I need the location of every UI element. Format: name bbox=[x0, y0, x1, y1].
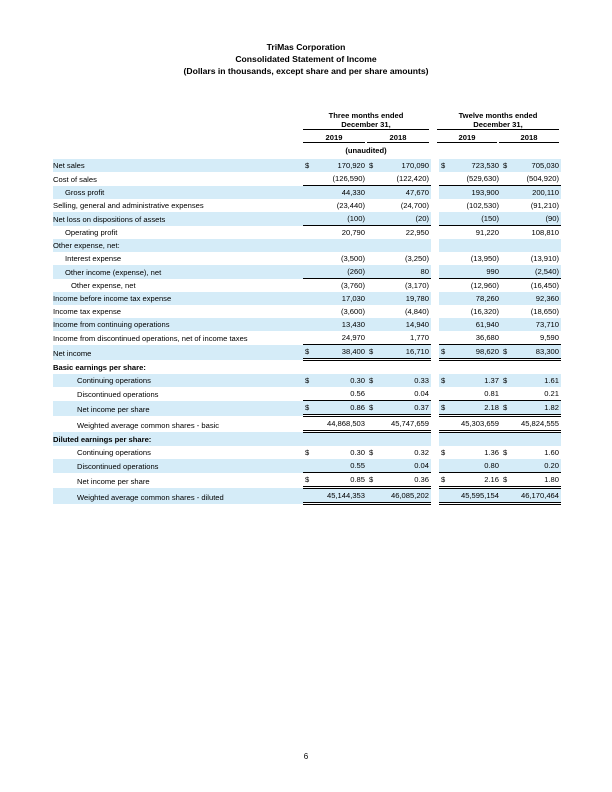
amount-cell: 36,680 bbox=[475, 333, 499, 342]
currency-symbol bbox=[501, 432, 513, 447]
row-label: Other income (expense), net bbox=[53, 265, 303, 279]
amount-cell bbox=[513, 239, 561, 252]
amount-cell: 705,030 bbox=[513, 159, 561, 172]
column-gap bbox=[431, 459, 439, 473]
amount-cell: 0.80 bbox=[451, 459, 501, 473]
currency-symbol bbox=[439, 199, 451, 212]
amount-cell: 0.30 bbox=[315, 374, 367, 387]
amount-cell: 1.36 bbox=[484, 448, 499, 457]
row-label: Income from discontinued operations, net of income taxes bbox=[53, 333, 248, 343]
amount-cell: (2,540) bbox=[513, 265, 561, 279]
row-label: Discontinued operations bbox=[77, 389, 159, 399]
column-gap bbox=[431, 345, 439, 360]
statement-title: Consolidated Statement of Income bbox=[235, 54, 377, 65]
statement-row bbox=[53, 186, 561, 200]
amount-cell bbox=[379, 432, 431, 447]
statement-row bbox=[53, 172, 561, 186]
currency-symbol: $ bbox=[439, 374, 451, 387]
currency-symbol bbox=[367, 387, 379, 401]
amount-cell: (4,840) bbox=[404, 307, 429, 316]
currency-symbol bbox=[501, 226, 513, 240]
currency-symbol bbox=[367, 459, 379, 473]
row-label: Income from continuing operations bbox=[53, 318, 303, 331]
currency-symbol bbox=[303, 252, 315, 265]
currency-symbol: $ bbox=[367, 159, 379, 172]
amount-cell: 45,747,659 bbox=[379, 416, 431, 432]
statement-row bbox=[53, 212, 561, 226]
currency-symbol bbox=[303, 172, 315, 186]
row-label: Selling, general and administrative expenses bbox=[53, 201, 204, 210]
amount-cell: 2.16 bbox=[451, 473, 501, 488]
column-gap bbox=[431, 488, 439, 504]
currency-symbol bbox=[367, 252, 379, 265]
currency-symbol bbox=[367, 239, 379, 252]
row-label: Net sales bbox=[53, 159, 303, 172]
currency-symbol bbox=[303, 265, 315, 279]
statement-row bbox=[53, 199, 561, 212]
statement-row bbox=[53, 305, 561, 318]
column-gap bbox=[431, 172, 439, 186]
currency-symbol bbox=[439, 172, 451, 186]
amount-cell: (90) bbox=[513, 212, 561, 226]
currency-symbol bbox=[367, 199, 379, 212]
currency-symbol bbox=[439, 186, 451, 200]
amount-cell: 24,970 bbox=[341, 333, 365, 342]
amount-cell: 0.81 bbox=[484, 389, 499, 398]
column-gap bbox=[431, 416, 439, 432]
currency-symbol: $ bbox=[303, 159, 315, 172]
currency-symbol bbox=[303, 416, 315, 432]
amount-cell: 45,303,659 bbox=[451, 416, 501, 432]
currency-symbol bbox=[439, 318, 451, 331]
column-gap bbox=[431, 360, 439, 375]
currency-symbol bbox=[367, 331, 379, 345]
amount-cell: 108,810 bbox=[513, 226, 561, 240]
amount-cell: 170,920 bbox=[315, 159, 367, 172]
amount-cell: 46,170,464 bbox=[513, 488, 561, 504]
row-label: Net income per share bbox=[53, 401, 303, 416]
currency-symbol bbox=[367, 226, 379, 240]
column-gap bbox=[431, 432, 439, 447]
currency-symbol bbox=[303, 459, 315, 473]
year-2019-three: 2019 bbox=[303, 133, 365, 143]
currency-symbol: $ bbox=[441, 448, 446, 457]
year-2019-twelve: 2019 bbox=[437, 133, 497, 143]
column-gap bbox=[431, 239, 439, 252]
amount-cell: (126,590) bbox=[332, 174, 365, 183]
year-2018-twelve: 2018 bbox=[499, 133, 559, 143]
amount-cell: (504,920) bbox=[526, 174, 559, 183]
amount-cell: 44,868,503 bbox=[315, 416, 367, 432]
statement-row bbox=[53, 459, 561, 473]
currency-symbol bbox=[501, 186, 513, 200]
amount-cell: 1.82 bbox=[513, 401, 561, 416]
amount-cell bbox=[451, 432, 501, 447]
currency-symbol: $ bbox=[439, 345, 451, 360]
amount-cell: (3,250) bbox=[404, 254, 429, 263]
units-note: (Dollars in thousands, except share and per share amounts) bbox=[183, 66, 429, 77]
amount-cell: (3,500) bbox=[340, 254, 365, 263]
amount-cell bbox=[315, 239, 367, 252]
amount-cell: 2.18 bbox=[451, 401, 501, 416]
currency-symbol bbox=[367, 305, 379, 318]
amount-cell bbox=[315, 360, 367, 375]
amount-cell: 200,110 bbox=[513, 186, 561, 200]
amount-cell: 0.56 bbox=[350, 389, 365, 398]
currency-symbol: $ bbox=[303, 401, 315, 416]
row-label: Continuing operations bbox=[53, 374, 303, 387]
amount-cell bbox=[379, 239, 431, 252]
statement-row bbox=[53, 432, 561, 447]
amount-cell: 1.80 bbox=[513, 473, 561, 488]
currency-symbol bbox=[501, 305, 513, 318]
amount-cell: 0.33 bbox=[379, 374, 431, 387]
amount-cell: (529,630) bbox=[466, 174, 499, 183]
currency-symbol bbox=[439, 488, 451, 504]
currency-symbol bbox=[303, 318, 315, 331]
amount-cell bbox=[379, 360, 431, 375]
statement-row bbox=[53, 239, 561, 252]
currency-symbol bbox=[303, 305, 315, 318]
amount-cell: (102,530) bbox=[466, 201, 499, 210]
currency-symbol: $ bbox=[439, 473, 451, 488]
amount-cell: 38,400 bbox=[315, 345, 367, 360]
row-label: Income tax expense bbox=[53, 307, 121, 316]
statement-row bbox=[53, 360, 561, 375]
currency-symbol bbox=[303, 212, 315, 226]
column-gap bbox=[431, 305, 439, 318]
statement-header bbox=[0, 41, 612, 78]
currency-symbol bbox=[367, 212, 379, 226]
amount-cell: 17,030 bbox=[315, 292, 367, 305]
amount-cell: 0.04 bbox=[379, 459, 431, 473]
income-statement-table bbox=[53, 159, 561, 505]
amount-cell: 193,900 bbox=[451, 186, 501, 200]
currency-symbol bbox=[303, 292, 315, 305]
currency-symbol bbox=[303, 279, 315, 293]
column-gap bbox=[431, 446, 439, 459]
amount-cell: 73,710 bbox=[513, 318, 561, 331]
three-months-line1: Three months ended bbox=[328, 111, 404, 120]
statement-row bbox=[53, 252, 561, 265]
amount-cell: (13,910) bbox=[530, 254, 559, 263]
currency-symbol bbox=[501, 360, 513, 375]
currency-symbol: $ bbox=[439, 159, 451, 172]
page-number: 6 bbox=[303, 752, 309, 761]
amount-cell: 19,780 bbox=[379, 292, 431, 305]
currency-symbol bbox=[303, 186, 315, 200]
amount-cell: (150) bbox=[451, 212, 501, 226]
column-gap bbox=[431, 331, 439, 345]
row-label: Net income bbox=[53, 345, 303, 360]
currency-symbol bbox=[367, 360, 379, 375]
amount-cell: 0.85 bbox=[315, 473, 367, 488]
column-gap bbox=[431, 252, 439, 265]
currency-symbol bbox=[303, 331, 315, 345]
currency-symbol: $ bbox=[303, 473, 315, 488]
column-gap bbox=[431, 318, 439, 331]
currency-symbol bbox=[367, 279, 379, 293]
column-gap bbox=[431, 159, 439, 172]
amount-cell: (122,420) bbox=[396, 174, 429, 183]
amount-cell: (3,170) bbox=[379, 279, 431, 293]
amount-cell: (260) bbox=[315, 265, 367, 279]
currency-symbol bbox=[501, 265, 513, 279]
amount-cell: (16,320) bbox=[470, 307, 499, 316]
currency-symbol bbox=[501, 331, 513, 345]
amount-cell: 0.21 bbox=[544, 389, 559, 398]
currency-symbol bbox=[303, 488, 315, 504]
currency-symbol bbox=[439, 226, 451, 240]
currency-symbol bbox=[439, 292, 451, 305]
row-label: Income before income tax expense bbox=[53, 292, 303, 305]
statement-row bbox=[53, 331, 561, 345]
column-gap bbox=[431, 387, 439, 401]
amount-cell: 45,595,154 bbox=[451, 488, 501, 504]
amount-cell: 0.36 bbox=[379, 473, 431, 488]
currency-symbol bbox=[367, 265, 379, 279]
three-months-heading bbox=[303, 111, 429, 130]
currency-symbol bbox=[439, 331, 451, 345]
currency-symbol bbox=[439, 360, 451, 375]
currency-symbol bbox=[303, 239, 315, 252]
currency-symbol: $ bbox=[439, 401, 451, 416]
currency-symbol bbox=[367, 318, 379, 331]
currency-symbol: $ bbox=[503, 448, 508, 457]
currency-symbol: $ bbox=[501, 159, 513, 172]
amount-cell: 723,530 bbox=[451, 159, 501, 172]
row-label: Weighted average common shares - basic bbox=[77, 420, 220, 430]
amount-cell: 45,824,555 bbox=[513, 416, 561, 432]
row-label: Other expense, net: bbox=[53, 239, 303, 252]
currency-symbol bbox=[303, 360, 315, 375]
currency-symbol bbox=[303, 199, 315, 212]
currency-symbol: $ bbox=[501, 401, 513, 416]
currency-symbol bbox=[367, 488, 379, 504]
currency-symbol bbox=[367, 292, 379, 305]
currency-symbol: $ bbox=[367, 473, 379, 488]
twelve-months-line2: December 31, bbox=[437, 120, 559, 130]
twelve-months-heading bbox=[437, 111, 559, 130]
currency-symbol bbox=[439, 265, 451, 279]
currency-symbol bbox=[439, 416, 451, 432]
currency-symbol bbox=[439, 305, 451, 318]
amount-cell: (23,440) bbox=[336, 201, 365, 210]
currency-symbol bbox=[439, 387, 451, 401]
amount-cell: (3,600) bbox=[340, 307, 365, 316]
amount-cell: 0.04 bbox=[414, 389, 429, 398]
amount-cell: 91,220 bbox=[451, 226, 501, 240]
row-label: Operating profit bbox=[65, 228, 118, 237]
statement-row bbox=[53, 159, 561, 172]
row-label: Basic earnings per share: bbox=[53, 363, 146, 372]
currency-symbol bbox=[501, 172, 513, 186]
row-label: Net income per share bbox=[77, 476, 150, 486]
row-label: Cost of sales bbox=[53, 174, 97, 184]
currency-symbol bbox=[303, 226, 315, 240]
amount-cell: 45,144,353 bbox=[315, 488, 367, 504]
currency-symbol bbox=[501, 252, 513, 265]
amount-cell: 14,940 bbox=[379, 318, 431, 331]
amount-cell: 9,590 bbox=[539, 333, 559, 342]
row-label: Net loss on dispositions of assets bbox=[53, 212, 303, 226]
amount-cell bbox=[451, 360, 501, 375]
column-gap bbox=[431, 199, 439, 212]
currency-symbol bbox=[501, 239, 513, 252]
currency-symbol bbox=[501, 292, 513, 305]
amount-cell: 20,790 bbox=[315, 226, 367, 240]
amount-cell: 78,260 bbox=[451, 292, 501, 305]
currency-symbol bbox=[501, 488, 513, 504]
statement-row bbox=[53, 387, 561, 401]
amount-cell bbox=[315, 432, 367, 447]
statement-row bbox=[53, 488, 561, 504]
amount-cell: 46,085,202 bbox=[379, 488, 431, 504]
row-label: Other expense, net bbox=[71, 281, 136, 290]
currency-symbol bbox=[439, 459, 451, 473]
statement-row bbox=[53, 416, 561, 432]
currency-symbol: $ bbox=[367, 345, 379, 360]
amount-cell: (16,450) bbox=[513, 279, 561, 293]
column-gap bbox=[431, 292, 439, 305]
currency-symbol bbox=[501, 459, 513, 473]
currency-symbol bbox=[439, 239, 451, 252]
amount-cell: 22,950 bbox=[379, 226, 431, 240]
amount-cell: 0.86 bbox=[315, 401, 367, 416]
column-gap bbox=[431, 186, 439, 200]
amount-cell: 80 bbox=[379, 265, 431, 279]
row-label: Gross profit bbox=[53, 186, 303, 200]
row-label: Continuing operations bbox=[77, 448, 151, 457]
currency-symbol: $ bbox=[305, 448, 310, 457]
currency-symbol bbox=[303, 387, 315, 401]
currency-symbol: $ bbox=[303, 374, 315, 387]
amount-cell: (13,950) bbox=[470, 254, 499, 263]
currency-symbol: $ bbox=[501, 345, 513, 360]
statement-row bbox=[53, 279, 561, 293]
currency-symbol: $ bbox=[501, 374, 513, 387]
currency-symbol: $ bbox=[303, 345, 315, 360]
statement-row bbox=[53, 292, 561, 305]
currency-symbol bbox=[439, 432, 451, 447]
row-label: Interest expense bbox=[65, 254, 122, 263]
amount-cell: (20) bbox=[379, 212, 431, 226]
amount-cell bbox=[451, 239, 501, 252]
amount-cell: 16,710 bbox=[379, 345, 431, 360]
column-gap bbox=[431, 473, 439, 488]
column-gap bbox=[431, 401, 439, 416]
amount-cell: (91,210) bbox=[530, 201, 559, 210]
currency-symbol: $ bbox=[367, 401, 379, 416]
amount-cell: (100) bbox=[315, 212, 367, 226]
amount-cell: (3,760) bbox=[315, 279, 367, 293]
amount-cell: 990 bbox=[451, 265, 501, 279]
currency-symbol: $ bbox=[369, 448, 374, 457]
currency-symbol bbox=[439, 212, 451, 226]
currency-symbol bbox=[367, 432, 379, 447]
currency-symbol bbox=[367, 186, 379, 200]
currency-symbol bbox=[367, 172, 379, 186]
currency-symbol bbox=[501, 318, 513, 331]
amount-cell: 0.37 bbox=[379, 401, 431, 416]
row-label: Weighted average common shares - diluted bbox=[53, 488, 303, 504]
amount-cell: 92,360 bbox=[513, 292, 561, 305]
currency-symbol bbox=[501, 416, 513, 432]
amount-cell: 1.60 bbox=[544, 448, 559, 457]
row-label: Discontinued operations bbox=[53, 459, 303, 473]
column-gap bbox=[431, 279, 439, 293]
currency-symbol bbox=[501, 387, 513, 401]
amount-cell: 0.30 bbox=[350, 448, 365, 457]
column-gap bbox=[431, 265, 439, 279]
row-label: Diluted earnings per share: bbox=[53, 432, 303, 447]
amount-cell: 1.61 bbox=[513, 374, 561, 387]
column-gap bbox=[431, 226, 439, 240]
amount-cell bbox=[513, 432, 561, 447]
currency-symbol bbox=[303, 432, 315, 447]
amount-cell: 61,940 bbox=[451, 318, 501, 331]
statement-row bbox=[53, 318, 561, 331]
amount-cell: 13,430 bbox=[315, 318, 367, 331]
statement-row bbox=[53, 345, 561, 360]
statement-row bbox=[53, 226, 561, 240]
statement-row bbox=[53, 374, 561, 387]
amount-cell bbox=[513, 360, 561, 375]
currency-symbol bbox=[501, 279, 513, 293]
statement-row bbox=[53, 473, 561, 488]
amount-cell: 1,770 bbox=[409, 333, 429, 342]
amount-cell: 1.37 bbox=[451, 374, 501, 387]
amount-cell: 44,330 bbox=[315, 186, 367, 200]
amount-cell: (12,960) bbox=[451, 279, 501, 293]
amount-cell: 98,620 bbox=[451, 345, 501, 360]
company-name: TriMas Corporation bbox=[266, 42, 346, 52]
currency-symbol: $ bbox=[367, 374, 379, 387]
amount-cell: 83,300 bbox=[513, 345, 561, 360]
amount-cell: 0.55 bbox=[315, 459, 367, 473]
amount-cell: 0.32 bbox=[414, 448, 429, 457]
amount-cell: 170,090 bbox=[379, 159, 431, 172]
twelve-months-line1: Twelve months ended bbox=[458, 111, 538, 120]
year-2018-three: 2018 bbox=[367, 133, 429, 143]
amount-cell: (18,650) bbox=[530, 307, 559, 316]
column-gap bbox=[431, 212, 439, 226]
currency-symbol bbox=[439, 252, 451, 265]
amount-cell: 0.20 bbox=[513, 459, 561, 473]
statement-row bbox=[53, 265, 561, 279]
currency-symbol bbox=[501, 212, 513, 226]
three-months-line2: December 31, bbox=[303, 120, 429, 130]
statement-row bbox=[53, 401, 561, 416]
currency-symbol bbox=[367, 416, 379, 432]
column-gap bbox=[431, 374, 439, 387]
statement-row bbox=[53, 446, 561, 459]
unaudited-note: (unaudited) bbox=[345, 146, 387, 155]
currency-symbol: $ bbox=[501, 473, 513, 488]
amount-cell: (24,700) bbox=[400, 201, 429, 210]
currency-symbol bbox=[439, 279, 451, 293]
amount-cell: 47,670 bbox=[379, 186, 431, 200]
currency-symbol bbox=[501, 199, 513, 212]
